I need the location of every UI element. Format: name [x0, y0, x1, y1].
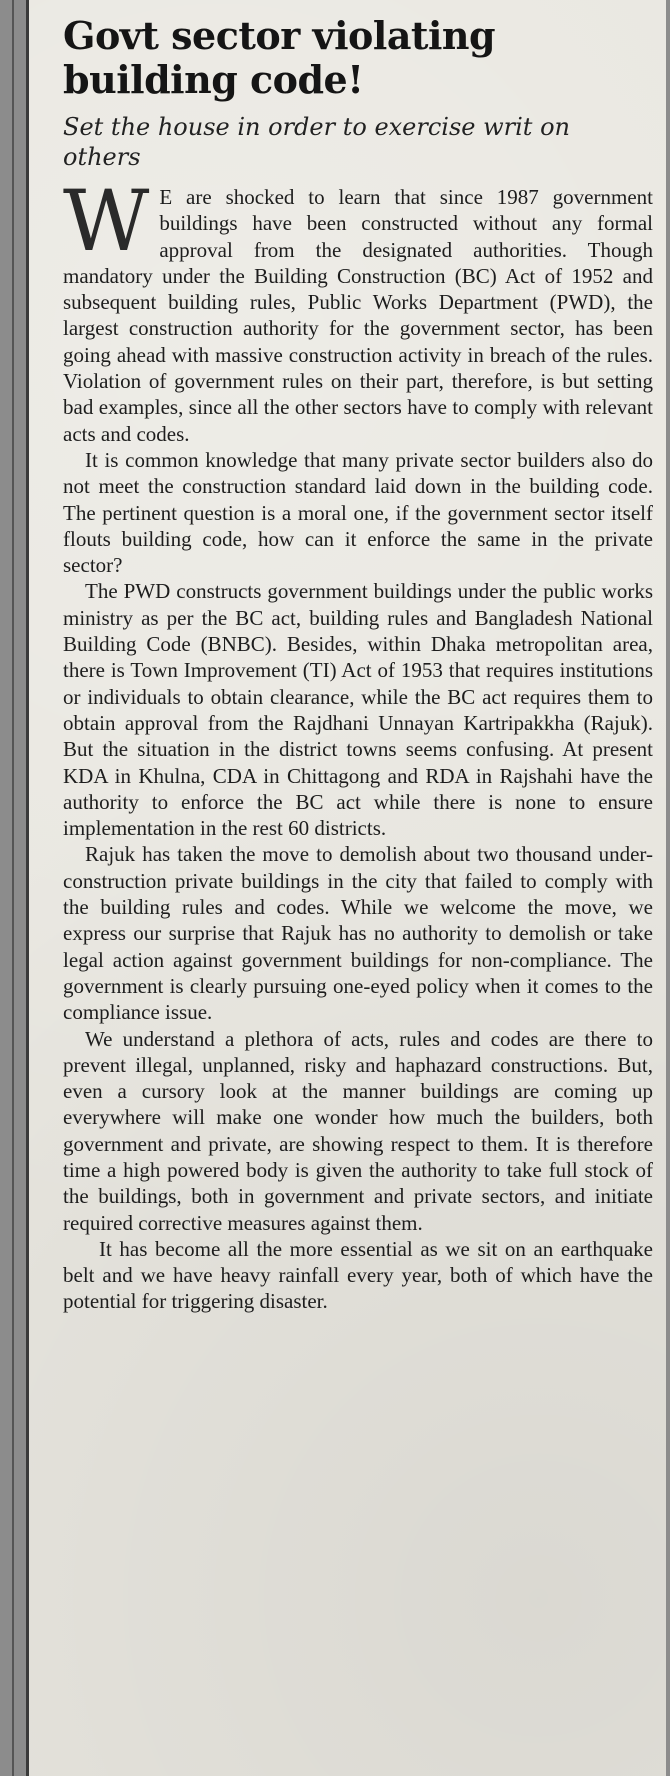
paragraph-5: We understand a plethora of acts, rules and codes are there to prevent illegal, unplanned, risky and haphazard constructions. But, even a cursory look at the manner buildings are coming up everywhere will make one wonder how much the builders, both government and private, are showing respect to them. It is therefore time a high powered body is given the authority to take full stock of the buildings, both in government and private sectors, and initiate required corrective measures against them.: [63, 1026, 653, 1235]
editorial-article: [63, 14, 653, 1315]
subheadline: Set the house in order to exercise writ on others: [63, 113, 570, 171]
paragraph-2: It is common knowledge that many private sector builders also do not meet the construction standard laid down in the building code. The pertinent question is a moral one, if the government sector itself flouts building code, how can it enforce the same in the private sector?: [63, 447, 653, 578]
paragraph-3: The PWD constructs government buildings under the public works ministry as per the BC act, building rules and Bangladesh National Building Code (BNBC). Besides, within Dhaka metropolitan area, there is Town Improvement (TI) Act of 1953 that requires institutions or individuals to obtain clearance, while the BC act requires them to obtain approval from the Rajdhani Unnayan Kartripakkha (Rajuk). But the situation in the district towns seems confusing. At present KDA in Khulna, CDA in Chittagong and RDA in Rajshahi have the authority to enforce the BC act while there is none to ensure implementation in the rest 60 districts.: [63, 579, 653, 841]
paragraph-1: [63, 172, 653, 447]
drop-cap: W: [63, 172, 150, 270]
column-rule: [12, 0, 14, 1776]
paragraph-1-text: E are shocked to learn that since 1987 government buildings have been constructed without any formal approval from the designated authorities. Though mandatory under the Building Construction (BC) Act of 1952 and subsequent building rules, Public Works Department (PWD), the largest construction authority for the government sector, has been going ahead with massive construction activity in breach of the rules. Violation of government rules on their part, therefore, is but setting bad examples, since all the other sectors have to comply with relevant acts and codes.: [63, 185, 653, 446]
newspaper-clipping: [26, 0, 666, 1776]
paragraph-4: Rajuk has taken the move to demolish about two thousand under-construction private buildings in the city that failed to comply with the building rules and codes. While we welcome the move, we express our surprise that Rajuk has no authority to demolish or take legal action against government buildings for non-compliance. The government is clearly pursuing one-eyed policy when it comes to the compliance issue.: [63, 842, 653, 1025]
headline: Govt sector violating building code!: [63, 13, 496, 102]
paragraph-6: It has become all the more essential as we sit on an earthquake belt and we have heavy rainfall every year, both of which have the potential for triggering disaster.: [63, 1236, 653, 1314]
article-body: [63, 172, 653, 1315]
